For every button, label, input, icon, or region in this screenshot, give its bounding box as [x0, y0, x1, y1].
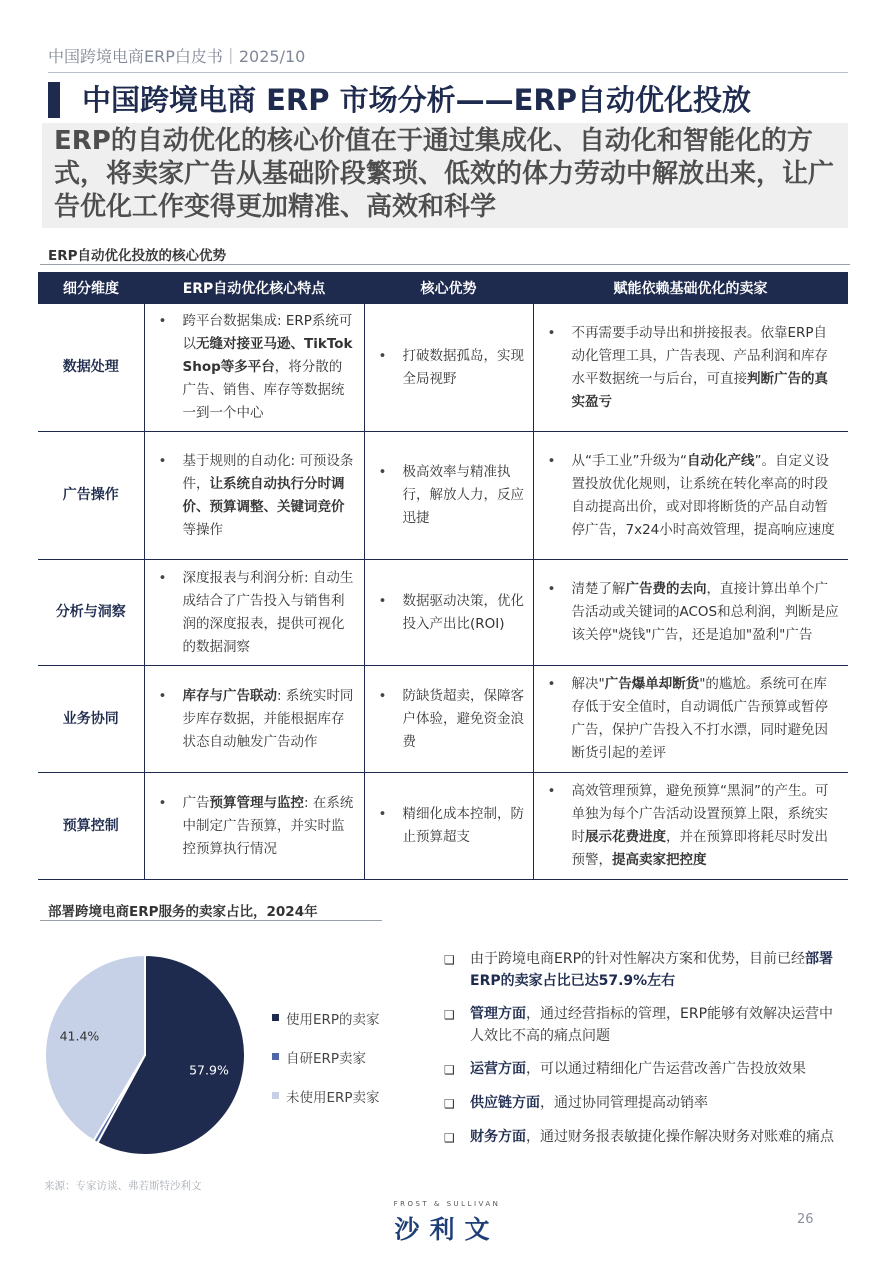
dimension-cell: 业务协同 — [38, 666, 144, 773]
running-header: 中国跨境电商ERP白皮书｜2025/10 — [48, 47, 306, 66]
legend-item — [272, 998, 380, 1037]
text-segment: 广告 — [182, 794, 210, 811]
bullet-icon: • — [158, 687, 167, 704]
table-row — [38, 560, 848, 666]
advantage-cell — [364, 666, 533, 773]
dimension-cell: 数据处理 — [38, 304, 144, 432]
emphasis-text: 财务方面 — [470, 1129, 526, 1145]
frost-sullivan-logo — [372, 1200, 522, 1246]
feature-cell — [144, 666, 364, 773]
text-segment: 基于规则的自动化: 可预设条件， — [182, 452, 354, 492]
text-segment: 等操作 — [182, 521, 223, 538]
enable-cell — [533, 560, 848, 666]
legend-label: 未使用ERP卖家 — [286, 1089, 380, 1106]
bullet-text — [403, 803, 525, 849]
text-segment: ，通过财务报表敏捷化操作解决财务对账难的痛点 — [526, 1129, 834, 1145]
text-segment: 防缺货超卖，保障客户体验，避免资金浪费 — [402, 687, 524, 750]
legend-swatch — [272, 1053, 279, 1060]
advantage-cell — [364, 560, 533, 666]
legend-label: 自研ERP卖家 — [286, 1050, 367, 1067]
enable-cell — [533, 666, 848, 773]
emphasis-text: 提高卖家把控度 — [612, 852, 707, 868]
emphasis-text: 运营方面 — [470, 1061, 526, 1077]
bullet-icon: • — [547, 324, 556, 341]
text-segment: "的尴尬。系统可在库存低于安全值时，自动调低广告预算或暂停广告，保护广告投入不打水漂，同时避免因断货引起的差评 — [571, 676, 828, 761]
checkbox-bullet-icon: ❑ — [444, 1097, 455, 1111]
emphasis-text: 自动化产线 — [686, 452, 755, 469]
emphasis-text: 展示花费进度 — [585, 829, 666, 845]
pie-data-label: 57.9% — [189, 1062, 229, 1078]
bullet-icon: • — [378, 592, 387, 609]
feature-cell — [144, 432, 364, 560]
emphasis-text: 部署ERP的卖家占比已达57.9%左右 — [470, 951, 834, 989]
key-point-text — [470, 1003, 844, 1047]
page-title: 中国跨境电商 ERP 市场分析——ERP自动优化投放 — [82, 83, 751, 117]
checkbox-bullet-icon: ❑ — [444, 953, 455, 967]
advantage-cell — [364, 773, 533, 880]
checkbox-bullet-icon: ❑ — [444, 1008, 455, 1022]
dimension-cell: 预算控制 — [38, 773, 144, 880]
table-section-divider — [40, 264, 850, 265]
table-row — [38, 773, 848, 880]
pie-section-divider — [40, 920, 382, 921]
emphasis-text: 供应链方面 — [470, 1095, 540, 1111]
bullet-text — [572, 673, 841, 765]
legend-swatch — [272, 1014, 279, 1021]
text-segment: ，并在预算即将耗尽时发出预警， — [571, 829, 828, 868]
column-header: 细分维度 — [38, 272, 144, 304]
emphasis-text: 广告爆单却断货 — [604, 676, 700, 692]
feature-cell — [144, 560, 364, 666]
advantages-table — [38, 272, 848, 880]
bullet-icon: • — [547, 783, 556, 799]
header-divider — [48, 72, 848, 73]
bullet-text — [183, 310, 356, 425]
bullet-text — [572, 780, 841, 872]
bullet-icon: • — [158, 313, 167, 329]
dimension-cell: 分析与洞察 — [38, 560, 144, 666]
dimension-cell: 广告操作 — [38, 432, 144, 560]
enable-cell — [533, 773, 848, 880]
bullet-text — [572, 322, 841, 414]
bullet-text — [403, 590, 525, 636]
text-segment: 解决" — [571, 676, 605, 692]
erp-adoption-pie-chart — [30, 940, 260, 1170]
table-header-row — [38, 272, 848, 304]
text-segment: 数据驱动决策，优化投入产出比(ROI) — [402, 592, 524, 632]
text-segment: 由于跨境电商ERP的针对性解决方案和优势，目前已经 — [470, 951, 806, 967]
page-number: 26 — [797, 1212, 814, 1227]
key-point-text — [470, 1058, 844, 1081]
pie-data-label: 41.4% — [59, 1028, 100, 1044]
pie-legend — [272, 998, 380, 1115]
pie-section-title: 部署跨境电商ERP服务的卖家占比，2024年 — [48, 904, 318, 920]
legend-swatch — [272, 1092, 279, 1099]
key-point — [444, 1058, 844, 1081]
emphasis-text: 广告费的去向 — [625, 581, 707, 597]
bullet-icon: • — [378, 464, 387, 480]
emphasis-text: 管理方面 — [470, 1006, 526, 1022]
advantage-cell — [364, 304, 533, 432]
key-point — [444, 948, 844, 992]
text-segment: 从“手工业”升级为“ — [571, 452, 687, 469]
feature-cell — [144, 304, 364, 432]
summary-box: ERP的自动优化的核心价值在于通过集成化、自动化和智能化的方式，将卖家广告从基础阶段繁琐、低效的体力劳动中解放出来，让广告优化工作变得更加精准、高效和科学 — [42, 123, 848, 228]
legend-item — [272, 1076, 380, 1115]
title-accent-bar — [48, 82, 60, 118]
text-segment: 不再需要手动导出和拼接报表。依靠ERP自动化管理工具，广告表现、产品利润和库存水平数据统一与后台，可直接 — [571, 324, 828, 387]
text-segment: ，直接计算出单个广告活动或关键词的ACOS和总利润，判断是应该关停"烧钱"广告，还是追加"盈利"广告 — [571, 581, 839, 643]
legend-label: 使用ERP的卖家 — [286, 1011, 380, 1028]
table-row — [38, 666, 848, 773]
text-segment: 深度报表与利润分析: 自动生成结合了广告投入与销售利润的深度报表，提供可视化的数据洞察 — [182, 569, 354, 655]
text-segment: 精细化成本控制，防止预算超支 — [402, 806, 524, 845]
bullet-text — [403, 685, 525, 754]
bullet-text — [572, 450, 841, 542]
bullet-icon: • — [158, 452, 167, 469]
table-section-title: ERP自动优化投放的核心优势 — [48, 248, 227, 264]
emphasis-text: 让系统自动执行分时调价、预算调整、关键词竞价 — [182, 475, 345, 515]
text-segment: 高效管理预算，避免预算“黑洞”的产生。可单独为每个广告活动设置预算上限，系统实时 — [571, 783, 829, 845]
legend-item — [272, 1037, 380, 1076]
checkbox-bullet-icon: ❑ — [444, 1131, 455, 1145]
text-segment: ，将分散的广告、销售、库存等数据统一到一个中心 — [182, 359, 345, 421]
text-segment: 极高效率与精准执行，解放人力，反应迅捷 — [402, 464, 524, 526]
bullet-text — [183, 792, 356, 861]
bullet-icon: • — [378, 347, 387, 364]
key-point-text — [470, 1126, 844, 1149]
bullet-text — [183, 685, 356, 754]
checkbox-bullet-icon: ❑ — [444, 1063, 455, 1077]
enable-cell — [533, 304, 848, 432]
column-header: 赋能依赖基础优化的卖家 — [533, 272, 848, 304]
bullet-icon: • — [547, 581, 556, 597]
text-segment: : 系统实时同步库存数据，并能根据库存状态自动触发广告动作 — [182, 687, 354, 750]
table-row — [38, 432, 848, 560]
advantage-cell — [364, 432, 533, 560]
bullet-icon: • — [378, 806, 387, 822]
bullet-text — [403, 461, 525, 530]
text-segment: ，通过经营指标的管理，ERP能够有效解决运营中人效比不高的痛点问题 — [470, 1006, 834, 1044]
emphasis-text: 判断广告的真实盈亏 — [571, 370, 828, 410]
column-header: 核心优势 — [364, 272, 533, 304]
column-header: ERP自动优化核心特点 — [144, 272, 364, 304]
key-point — [444, 1126, 844, 1149]
source-note: 来源：专家访谈、弗若斯特沙利文 — [44, 1180, 202, 1192]
feature-cell — [144, 773, 364, 880]
bullet-icon: • — [158, 569, 167, 586]
bullet-icon: • — [378, 687, 387, 704]
logo-english: FROST & SULLIVAN — [393, 1200, 501, 1208]
key-point-text — [470, 1092, 844, 1115]
bullet-text — [183, 450, 356, 542]
text-segment: 跨平台数据集成: ERP系统可以 — [182, 313, 353, 352]
key-point-text — [470, 948, 844, 992]
bullet-text — [183, 567, 356, 659]
logo-chinese: 沙利文 — [394, 1215, 500, 1244]
key-point — [444, 1003, 844, 1047]
text-segment: ，通过协同管理提高动销率 — [540, 1095, 708, 1111]
text-segment: 打破数据孤岛，实现全局视野 — [402, 347, 524, 387]
bullet-text — [403, 345, 525, 391]
emphasis-text: 无缝对接亚马逊、TikTok Shop等多平台 — [182, 336, 353, 375]
bullet-icon: • — [158, 794, 167, 811]
bullet-icon: • — [547, 676, 556, 692]
bullet-text — [572, 578, 841, 647]
emphasis-text: 预算管理与监控 — [209, 794, 304, 811]
bullet-icon: • — [547, 452, 556, 469]
key-point — [444, 1092, 844, 1115]
table-row — [38, 304, 848, 432]
emphasis-text: 库存与广告联动 — [182, 687, 277, 704]
text-segment: 清楚了解 — [571, 581, 626, 597]
enable-cell — [533, 432, 848, 560]
key-points-list — [444, 948, 844, 1160]
text-segment: ”。自定义设置投放优化规则，让系统在转化率高的时段自动提高出价，或对即将断货的产品自动暂停广告，7x24小时高效管理，提高响应速度 — [571, 452, 835, 538]
text-segment: : 在系统中制定广告预算，并实时监控预算执行情况 — [182, 794, 354, 857]
text-segment: ，可以通过精细化广告运营改善广告投放效果 — [526, 1061, 806, 1077]
